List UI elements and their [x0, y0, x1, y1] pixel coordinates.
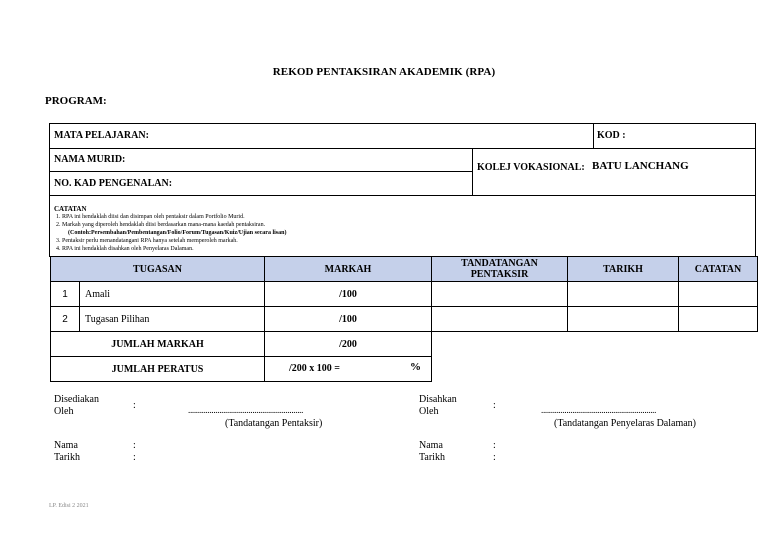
header-signature-line1: TANDATANGAN — [461, 258, 538, 269]
note-item: 3. Pentaksir perlu menandatangani RPA hanya setelah memperoleh markah. — [56, 238, 238, 244]
note-item: 2. Markah yang diperoleh hendaklah diisi berdasarkan mana-mana kaedah pentaksiran. — [56, 222, 266, 228]
percent-sign: % — [410, 361, 421, 373]
coordinator-signature-line[interactable]: ........................................................... — [541, 405, 657, 415]
total-row — [51, 332, 758, 357]
assessor-signature-caption: (Tandatangan Pentaksir) — [225, 418, 323, 429]
row-marks: /100 — [265, 282, 432, 307]
info-box — [49, 123, 756, 196]
left-name-colon: : — [133, 440, 136, 451]
notes-title: CATATAN — [54, 205, 87, 213]
row-date-cell[interactable] — [568, 282, 679, 307]
header-marks: MARKAH — [265, 257, 432, 282]
prepared-by-colon: : — [133, 400, 136, 411]
approved-by-colon: : — [493, 400, 496, 411]
left-name-label: Nama — [54, 440, 78, 451]
table-row — [51, 282, 758, 307]
student-name-label: NAMA MURID: — [54, 154, 126, 165]
college-label: KOLEJ VOKASIONAL: — [477, 162, 585, 173]
percent-row — [51, 357, 758, 382]
header-task: TUGASAN — [51, 257, 265, 282]
header-signature-line2: PENTAKSIR — [470, 269, 529, 280]
row-remarks-cell[interactable] — [679, 282, 758, 307]
row-marks: /100 — [265, 307, 432, 332]
right-date-colon: : — [493, 452, 496, 463]
header-remarks: CATATAN — [679, 257, 758, 282]
assessment-table — [50, 256, 758, 382]
percent-label: JUMLAH PERATUS — [51, 357, 265, 382]
note-item: 1. RPA ini hendaklah diisi dan disimpan oleh pentaksir dalam Portfolio Murid. — [56, 214, 245, 220]
code-label: KOD : — [597, 130, 626, 141]
percent-cell — [265, 357, 432, 382]
college-value: BATU LANCHANG — [592, 160, 689, 172]
row-remarks-cell[interactable] — [679, 307, 758, 332]
prepared-by-label: Disediakan Oleh — [54, 394, 99, 417]
percent-formula: /200 x 100 = — [289, 363, 340, 374]
coordinator-signature-caption: (Tandatangan Penyelaras Dalaman) — [554, 418, 697, 429]
row-signature-cell[interactable] — [432, 282, 568, 307]
assessor-signature-line[interactable]: ........................................................... — [188, 405, 304, 415]
right-name-colon: : — [493, 440, 496, 451]
subject-label: MATA PELAJARAN: — [54, 130, 149, 141]
header-signature — [432, 257, 568, 282]
row-date-cell[interactable] — [568, 307, 679, 332]
row-number: 1 — [51, 282, 80, 307]
table-row — [51, 307, 758, 332]
left-date-colon: : — [133, 452, 136, 463]
note-item: (Contoh:Persembahan/Pembentangan/Folio/Forum/Tugasan/Kuiz/Ujian secara lisan) — [68, 230, 287, 236]
edition-footer: LP. Edisi 2 2021 — [49, 503, 89, 509]
left-date-label: Tarikh — [54, 452, 80, 463]
notes-list — [56, 213, 286, 253]
right-name-label: Nama — [419, 440, 443, 451]
program-label: PROGRAM: — [45, 95, 107, 107]
total-marks-value: /200 — [265, 332, 432, 357]
document-title: REKOD PENTAKSIRAN AKADEMIK (RPA) — [272, 66, 496, 78]
header-date: TARIKH — [568, 257, 679, 282]
approved-by-label: Disahkan Oleh — [419, 394, 457, 417]
row-signature-cell[interactable] — [432, 307, 568, 332]
row-task: Amali — [80, 282, 265, 307]
notes-box — [49, 195, 756, 257]
total-marks-label: JUMLAH MARKAH — [51, 332, 265, 357]
row-task: Tugasan Pilihan — [80, 307, 265, 332]
note-item: 4. RPA ini hendaklah disahkan oleh Penyelaras Dalaman. — [56, 246, 194, 252]
right-date-label: Tarikh — [419, 452, 445, 463]
row-number: 2 — [51, 307, 80, 332]
ic-number-label: NO. KAD PENGENALAN: — [54, 178, 173, 189]
